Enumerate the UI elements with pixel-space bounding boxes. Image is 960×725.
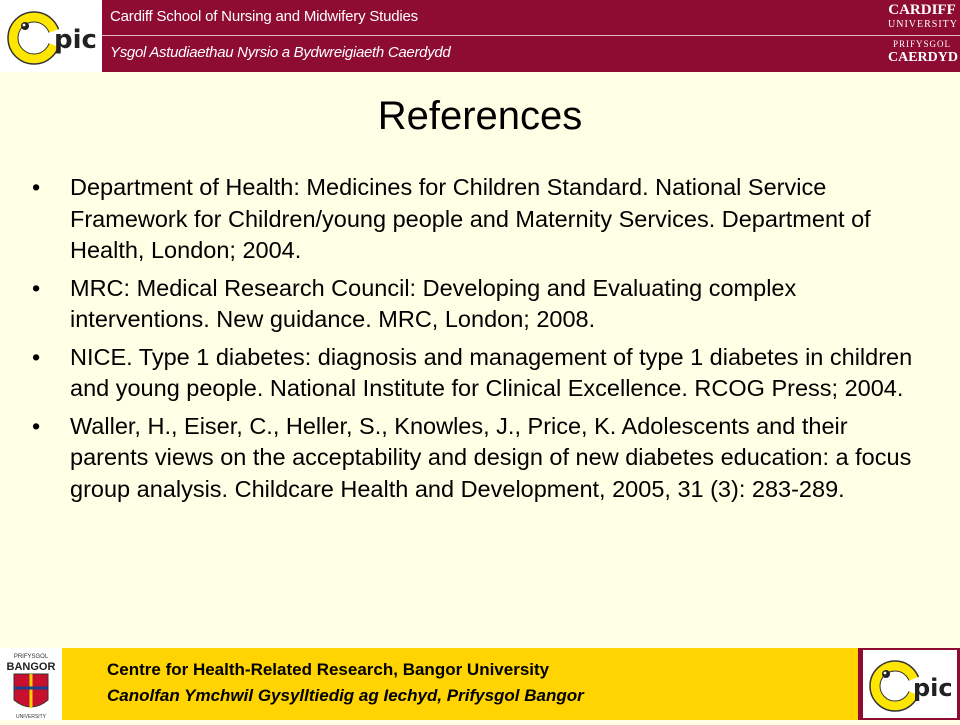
reference-text: NICE. Type 1 diabetes: diagnosis and management of type 1 diabetes in children and young people. National Institute for Clinical Excellence. RCOG Press; 2004. — [70, 343, 913, 401]
reference-item — [32, 172, 922, 267]
reference-item — [32, 273, 922, 336]
bullet-icon: • — [32, 343, 41, 370]
cardiff-university-logo-icon — [888, 2, 956, 70]
epic-logo-text: pic — [54, 25, 97, 55]
centre-name-english: Centre for Health-Related Research, Bangor University — [107, 660, 550, 679]
cardiff-logo-line3: PRIFYSGOL — [892, 39, 951, 49]
bangor-crest-top: PRIFYSGOL — [13, 654, 49, 660]
slide-title: References — [377, 94, 583, 138]
header-divider — [102, 35, 960, 36]
cardiff-logo-line2: UNIVERSITY — [888, 19, 958, 30]
reference-text: MRC: Medical Research Council: Developing and Evaluating complex interventions. New guidance. MRC, London; 2008. — [70, 274, 797, 332]
epic-logo-icon — [0, 0, 102, 72]
epic-logo-icon — [863, 650, 957, 718]
school-name-english: Cardiff School of Nursing and Midwifery Studies — [110, 8, 418, 25]
reference-text: Waller, H., Eiser, C., Heller, S., Knowles, J., Price, K. Adolescents and their parents views on the acceptability and design of new diabetes education: a focus group analysis. Childcare Health and Development, 2005, 31 (3): 283-289. — [70, 412, 912, 502]
references-list — [32, 172, 922, 511]
header-bar — [0, 0, 960, 72]
reference-item — [32, 411, 922, 506]
bangor-crest-bottom: UNIVERSITY — [15, 714, 47, 720]
school-name-welsh: Ysgol Astudiaethau Nyrsio a Bydwreigiaeth Caerdydd — [110, 44, 451, 61]
epic-logo-text: pic — [913, 674, 953, 702]
centre-name-welsh: Canolfan Ymchwil Gysylltiedig ag Iechyd, Prifysgol Bangor — [107, 686, 584, 705]
reference-item — [32, 342, 922, 405]
bullet-icon: • — [32, 174, 41, 200]
cardiff-logo-line1: CARDIFF — [888, 2, 956, 18]
bullet-icon: • — [32, 274, 41, 301]
cardiff-logo-line4: CAERDYD — [888, 50, 958, 65]
footer-band — [62, 648, 858, 720]
bangor-university-crest-icon — [0, 648, 62, 720]
reference-text: Department of Health: Medicines for Children Standard. National Service Framework for Children/young people and Maternity Services. Department of Health, London; 2004. — [70, 174, 871, 263]
bullet-icon: • — [32, 412, 41, 439]
bangor-crest-name: BANGOR — [6, 661, 56, 673]
